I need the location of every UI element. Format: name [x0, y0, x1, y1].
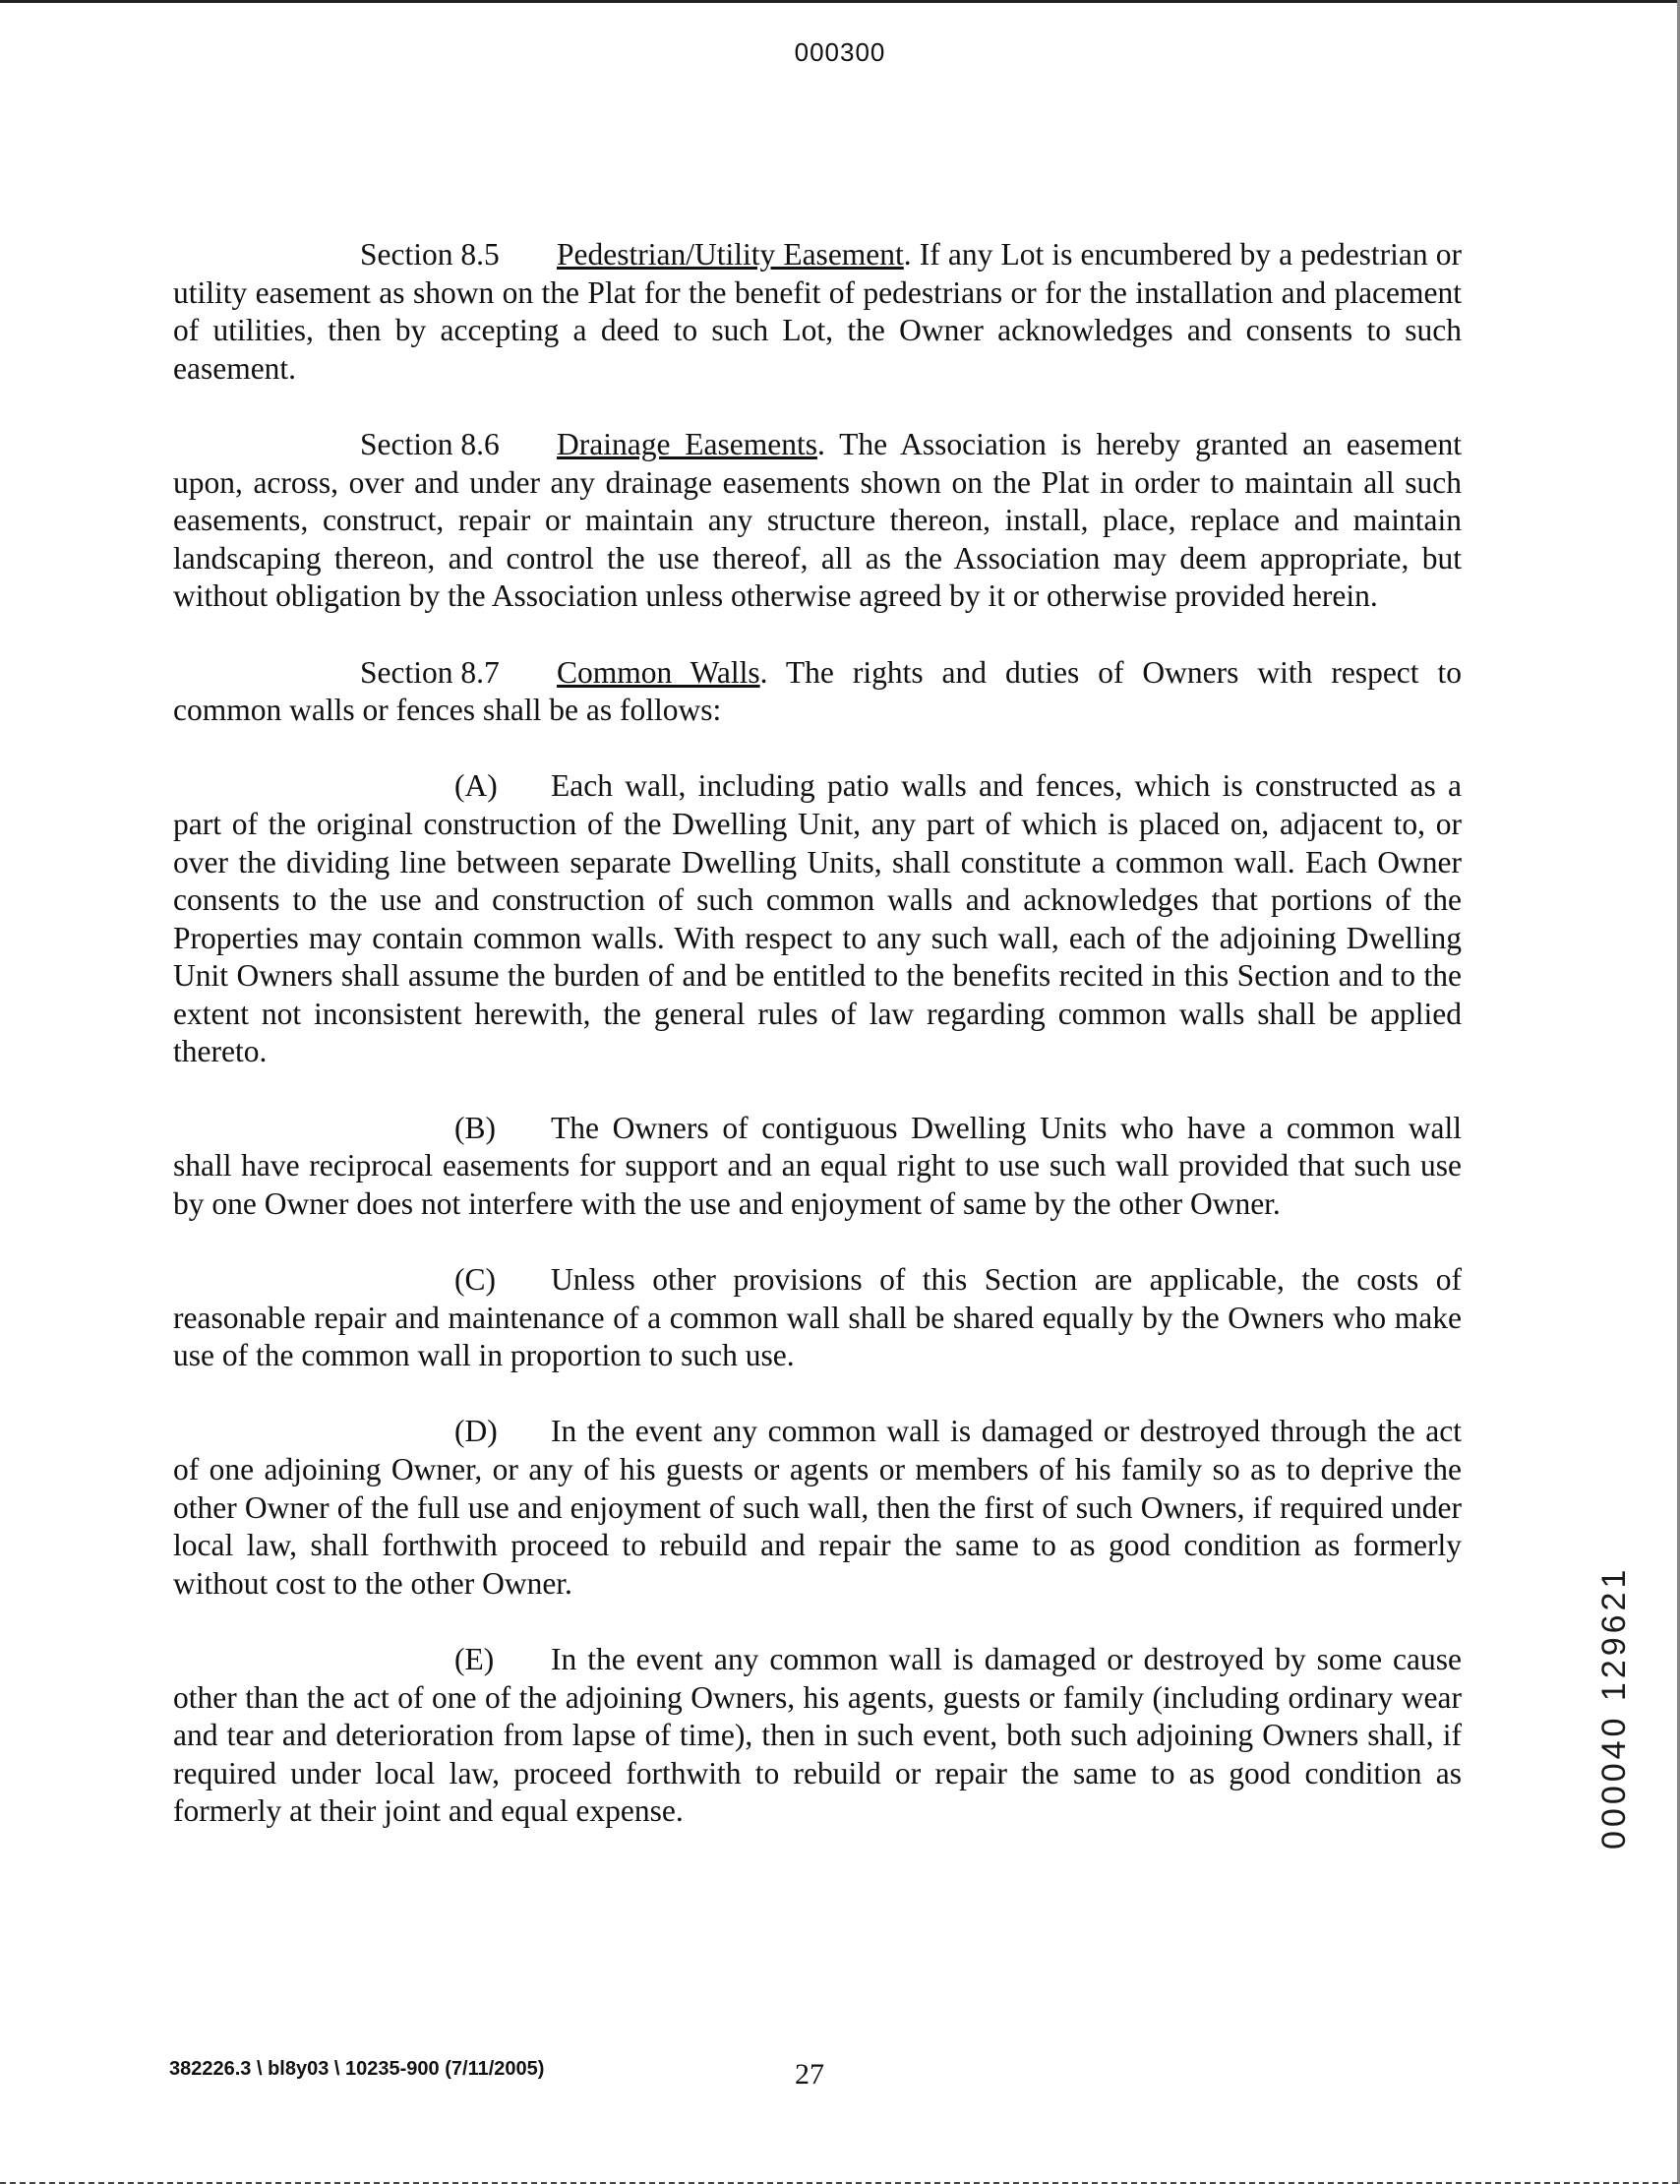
page-id: 000300 [794, 37, 886, 67]
subsection-mark: (E) [454, 1641, 495, 1676]
subsection-mark: (B) [454, 1110, 496, 1145]
subsection-e [173, 1641, 1462, 1831]
section-text: . The Association is hereby granted an easement upon, across, over and under any drainage easements shown on the Plat in order to maintain all such easements, construct, repair or maintain any structure thereon, install, place, replace and maintain landscaping thereon, and control the use thereof, all as the Association may deem appropriate, but without obligation by the Association unless otherwise agreed by it or otherwise provided herein. [173, 426, 1462, 614]
subsection-text: In the event any common wall is damaged or destroyed by some cause other than the act of one of the adjoining Owners, his agents, guests or family (including ordinary wear and tear and deterioration from lapse of time), then in such event, both such adjoining Owners shall, if required under local law, proceed forthwith to rebuild or repair the same to as good condition as formerly at their joint and equal expense. [173, 1641, 1462, 1829]
subsection-text: Each wall, including patio walls and fences, which is constructed as a part of the original construction of the Dwelling Unit, any part of which is placed on, adjacent to, or over the dividing line between separate Dwelling Units, shall constitute a common wall. Each Owner consents to the use and construction of such common walls and acknowledges that portions of the Properties may contain common walls. With respect to any such wall, each of the adjoining Dwelling Unit Owners shall assume the burden of and be entitled to the benefits recited in this Section and to the extent not inconsistent herewith, the general rules of law regarding common walls shall be applied thereto. [173, 768, 1462, 1069]
subsection-b [173, 1110, 1462, 1224]
section-title: Common Walls [557, 654, 760, 690]
recording-stamp: 000040 129621 [1595, 1565, 1633, 1850]
section-text: . If any Lot is encumbered by a pedestrian or utility easement as shown on the Plat for the benefit of pedestrians or for the installation and placement of utilities, then by accepting a deed to such Lot, the Owner acknowledges and consents to such easement. [173, 237, 1463, 386]
section-title: Pedestrian/Utility Easement [557, 237, 904, 272]
footer-doc-ref: 382226.3 \ bl8y03 \ 10235-900 (7/11/2005) [169, 2058, 545, 2080]
subsection-text: Unless other provisions of this Section are applicable, the costs of reasonable repair and maintenance of a common wall shall be shared equally by the Owners who make use of the common wall in proportion to such use. [173, 1262, 1462, 1373]
subsection-d [173, 1413, 1462, 1603]
section-title: Drainage Easements [557, 426, 817, 461]
subsection-mark: (C) [454, 1262, 496, 1298]
section-number: Section 8.7 [360, 654, 500, 690]
footer-page-number: 27 [795, 2058, 824, 2091]
section-number: Section 8.5 [360, 237, 500, 272]
section-8-7 [173, 654, 1462, 730]
subsection-mark: (A) [454, 768, 498, 804]
subsection-a [173, 767, 1462, 1071]
subsection-text: In the event any common wall is damaged or destroyed through the act of one adjoining Owner, or any of his guests or agents or members of his family so as to deprive the other Owner of the full use and enjoyment of such wall, then the first of such Owners, if required under local law, shall forthwith proceed to rebuild and repair the same to as good condition as formerly without cost to the other Owner. [173, 1414, 1462, 1601]
subsection-text: The Owners of contiguous Dwelling Units who have a common wall shall have reciprocal easements for support and an equal right to use such wall provided that such use by one Owner does not interfere with the use and enjoyment of same by the other Owner. [173, 1110, 1462, 1221]
section-text: . The rights and duties of Owners with respect to common walls or fences shall be as follows: [173, 654, 1462, 728]
subsection-c [173, 1261, 1462, 1375]
document-body [173, 236, 1462, 1869]
scan-top-edge [0, 0, 1680, 3]
section-8-5 [173, 236, 1462, 388]
section-number: Section 8.6 [360, 426, 500, 461]
section-8-6 [173, 426, 1462, 616]
subsection-mark: (D) [454, 1414, 498, 1449]
